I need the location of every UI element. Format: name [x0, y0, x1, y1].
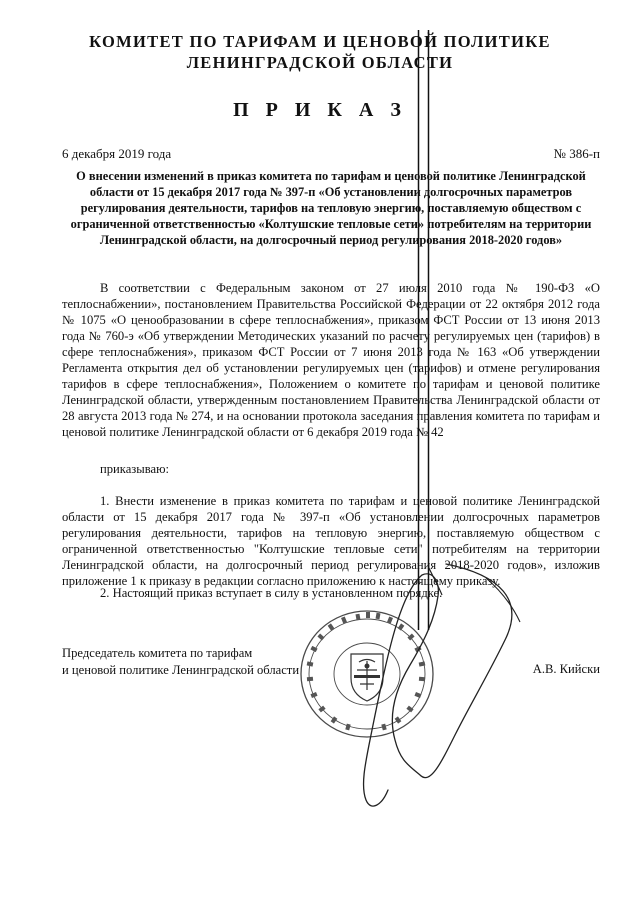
signatory-name: А.В. Кийски: [532, 662, 600, 676]
order-item-1: 1. Внести изменение в приказ комитета по тарифам и ценовой политике Ленинградской области от 15 декабря 2017 года № 397-п «Об установлении долгосрочных параметров регулирования деятельности, тарифов на тепловую энергию, поставляемую обществом с ограниченной ответственностью "Колтушские тепловые сети" потребителям на территории Ленинградской области, на долгосрочный период регулирования 2018-2020 годов», изложив приложение 1 к приказу в редакции согласно приложению к настоящему приказу.: [62, 494, 600, 588]
order-subject: О внесении изменений в приказ комитета по тарифам и ценовой политике Ленинградской области от 15 декабря 2017 года № 397-п «Об установлении долгосрочных параметров регулирования деятельности, тарифов на тепловую энергию, поставляемую обществом с ограниченной ответственностью «Колтушские тепловые сети» потребителям на территории Ленинградской области, на долгосрочный период регулирования 2018-2020 годов»: [70, 169, 592, 247]
preamble-paragraph: В соответствии с Федеральным законом от 27 июля 2010 года № 190-ФЗ «О теплоснабжении», постановлением Правительства Российской Федерации от 22 октября 2012 года № 1075 «О ценообразовании в сфере теплоснабжения», приказом ФСТ России от 13 июня 2013 года № 760-э «Об утверждении Методических указаний по расчету регулируемых цен (тарифов) в сфере теплоснабжения», приказом ФСТ России от 7 июня 2013 года № 163 «Об утверждении Регламента открытия дел об установлении регулируемых цен (тарифов) и отмене регулирования тарифов в сфере теплоснабжения», Положением о комитете по тарифам и ценовой политике Ленинградской области, утвержденным постановлением Правительства Ленинградской области от 28 августа 2013 года № 274, и на основании протокола заседания правления комитета по тарифам и ценовой политике Ленинградской области от 6 декабря 2019 года № 42: [62, 281, 600, 439]
signatory-position-line2: и ценовой политике Ленинградской области: [62, 663, 300, 677]
signatory-position-line1: Председатель комитета по тарифам: [62, 646, 253, 660]
official-seal-icon: [296, 606, 438, 742]
org-name-line2: ЛЕНИНГРАДСКОЙ ОБЛАСТИ: [186, 53, 454, 72]
order-title: П Р И К А З: [233, 99, 407, 121]
order-item-2: 2. Настоящий приказ вступает в силу в установленном порядке.: [100, 586, 443, 600]
order-number: № 386-п: [553, 146, 600, 161]
org-name-line1: КОМИТЕТ ПО ТАРИФАМ И ЦЕНОВОЙ ПОЛИТИКЕ: [89, 32, 551, 51]
order-directive-word: приказываю:: [100, 462, 170, 476]
signatory-position: [62, 645, 299, 679]
order-date: 6 декабря 2019 года: [62, 146, 172, 161]
